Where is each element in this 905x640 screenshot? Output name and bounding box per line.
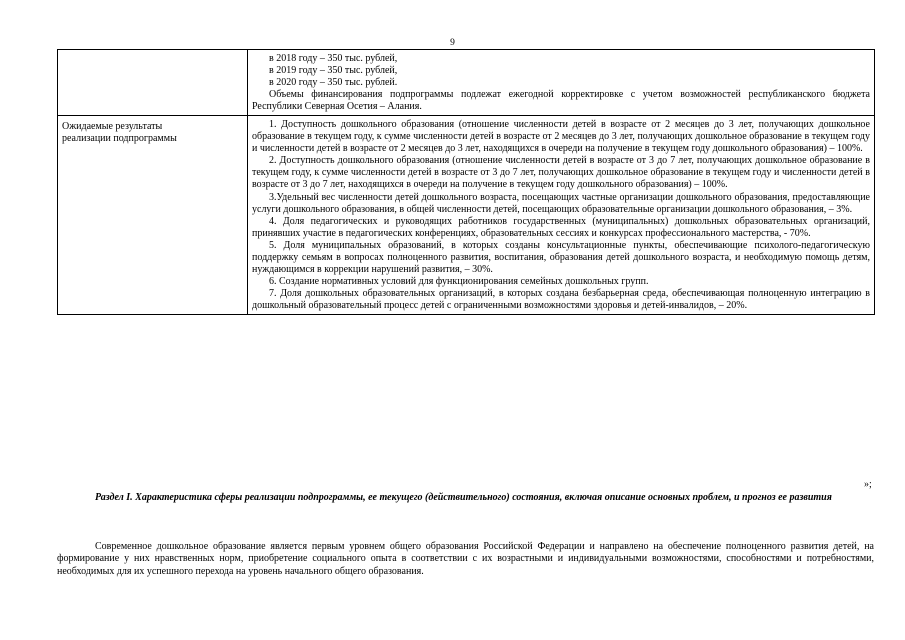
result-item-7: 7. Доля дошкольных образовательных организаций, в которых создана безбарьерная среда, обеспечивающая полноценную интеграцию в дошкольный образовательный процесс детей с ограниченными возможностями здоровья и детей-инвалидов, – 20%. [252,287,870,311]
table-cell-expected-results-label [58,116,248,315]
table-row-funding [58,50,875,116]
subprogram-passport-table [57,49,875,315]
result-item-4: 4. Доля педагогических и руководящих работников государственных (муниципальных) дошкольных образовательных организаций, принявших участие в педагогических конференциях, образовательных сессиях и конкурсах профессионального мастерства, - 70%. [252,215,870,239]
funding-line-2019: в 2019 году – 350 тыс. рублей, [269,65,398,77]
result-item-5: 5. Доля муниципальных образований, в которых созданы консультационные пункты, обеспечивающие психолого-педагогическую поддержку семьям в вопросах полноценного развития, воспитания, образования детей дошкольного возраста, и необходимую помощь детям, нуждающимся в коррекции нарушений развития, – 30%. [252,239,870,275]
funding-line-2020: в 2020 году – 350 тыс. рублей. [269,77,398,89]
funding-line-2018: в 2018 году – 350 тыс. рублей, [269,53,398,64]
table-cell-label-empty [58,50,248,116]
expected-results-label-line1: Ожидаемые результаты [62,121,163,133]
result-item-6: 6. Создание нормативных условий для функционирования семейных дошкольных групп. [269,275,649,287]
table-cell-funding [248,50,875,116]
page-number: 9 [450,38,455,48]
table-cell-expected-results [248,116,875,315]
funding-adjustment-paragraph: Объемы финансирования подпрограммы подлежат ежегодной корректировке с учетом возможностей республиканского бюджета Республики Северная Осетия – Алания. [252,89,870,113]
table-row-expected-results [58,116,875,315]
section-body-paragraph: Современное дошкольное образование является первым уровнем общего образования Российской Федерации и направлено на обеспечение полноценного развития детей, на формирование у них нравственных норм, приобретение социального опыта в соответствии с их возрастными и индивидуальными возможностями, способностями и потребностями, необходимых для их успешного перехода на уровень начального общего образования. [57,541,874,577]
expected-results-label-line2: реализации подпрограммы [62,133,177,145]
section-heading: Раздел I. Характеристика сферы реализации подпрограммы, ее текущего (действительного) состояния, включая описание основных проблем, и прогноз ее развития [95,492,832,503]
result-item-3: 3.Удельный вес численности детей дошкольного возраста, посещающих частные организации дошкольного образования, предоставляющие услуги дошкольного образования, в общей численности детей, посещающих образовательные организации дошкольного образования, – 3%. [252,191,870,215]
result-item-2: 2. Доступность дошкольного образования (отношение численности детей в возрасте от 3 до 7 лет, получающих дошкольное образование в текущем году, к сумме численности детей в возрасте от 3 до 7 лет, получающих дошкольное образование в текущем году и численности детей в возрасте от 3 до 7 лет, находящихся в очереди на получение в текущем году дошкольного образования) – 100%. [252,155,870,191]
closing-quote: »; [864,479,872,490]
result-item-1: 1. Доступность дошкольного образования (отношение численности детей в возрасте от 2 месяцев до 3 лет, получающих дошкольное образование в текущем году, к сумме численности детей в возрасте от 2 месяцев до 3 лет, получающих дошкольное образование в текущем году и численности детей в возрасте от 2 месяцев до 3 лет, находящихся в очереди на получение в текущем году дошкольного образования) – 100%. [252,119,870,155]
